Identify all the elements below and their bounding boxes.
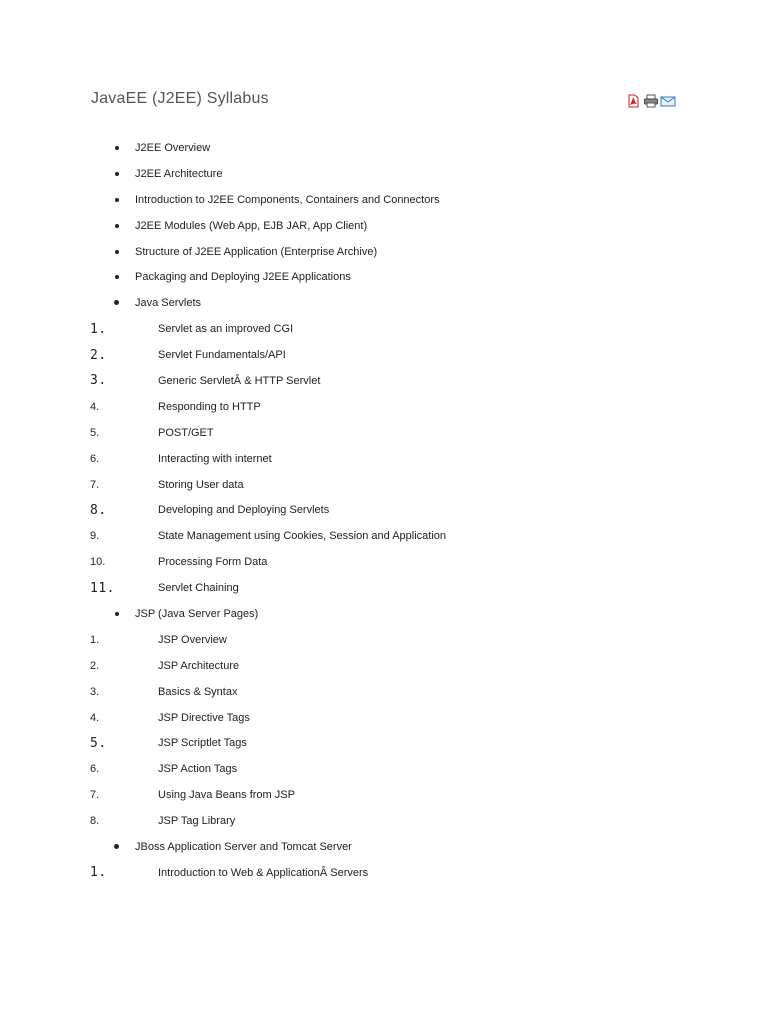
item-text: Packaging and Deploying J2EE Applications xyxy=(135,271,351,284)
numbered-item xyxy=(0,420,768,446)
item-number: 1. xyxy=(90,865,107,881)
item-text: Interacting with internet xyxy=(158,452,272,465)
numbered-item xyxy=(0,653,768,679)
item-number: 11. xyxy=(90,580,115,596)
bullet-dot xyxy=(114,844,119,849)
email-icon[interactable] xyxy=(660,94,674,108)
numbered-item xyxy=(0,627,768,653)
item-number: 5. xyxy=(90,426,100,439)
item-text: J2EE Modules (Web App, EJB JAR, App Client) xyxy=(135,219,368,232)
numbered-item xyxy=(0,523,768,549)
bullet-dot xyxy=(115,224,119,228)
item-text: Basics & Syntax xyxy=(158,685,238,698)
bullet-dot xyxy=(115,275,119,279)
item-number: 9. xyxy=(90,530,100,543)
item-text: J2EE Overview xyxy=(135,141,211,154)
pdf-icon[interactable] xyxy=(626,94,640,108)
item-number: 5. xyxy=(90,735,107,751)
item-text: JSP Action Tags xyxy=(158,763,238,776)
bullet-item xyxy=(0,834,768,860)
item-number: 7. xyxy=(90,789,100,802)
bullet-dot xyxy=(115,612,119,616)
item-text: JSP Overview xyxy=(158,633,227,646)
item-text: JSP Scriptlet Tags xyxy=(158,737,247,750)
numbered-item xyxy=(0,808,768,834)
item-number: 3. xyxy=(90,685,100,698)
item-text: JSP Tag Library xyxy=(158,815,236,828)
numbered-item xyxy=(0,472,768,498)
bullet-item xyxy=(0,187,768,213)
item-number: 4. xyxy=(90,711,100,724)
item-number: 6. xyxy=(90,763,100,776)
numbered-item xyxy=(0,679,768,705)
item-number: 8. xyxy=(90,815,100,828)
bullet-dot xyxy=(115,250,119,254)
bullet-item xyxy=(0,264,768,290)
bullet-item xyxy=(0,161,768,187)
numbered-item xyxy=(0,575,768,601)
item-text: Generic ServletÂ & HTTP Servlet xyxy=(158,374,321,387)
numbered-item xyxy=(0,756,768,782)
bullet-dot xyxy=(115,146,119,150)
numbered-item xyxy=(0,730,768,756)
item-text: Servlet Chaining xyxy=(158,582,239,595)
numbered-item xyxy=(0,860,768,886)
numbered-item xyxy=(0,368,768,394)
item-number: 10. xyxy=(90,556,106,569)
item-text: JSP Directive Tags xyxy=(158,711,250,724)
syllabus-list xyxy=(0,135,768,886)
item-text: Introduction to Web & ApplicationÂ Servers xyxy=(158,866,369,879)
item-text: Servlet as an improved CGI xyxy=(158,323,294,336)
bullet-dot xyxy=(115,172,119,176)
page-title: JavaEE (J2EE) Syllabus xyxy=(91,90,269,107)
numbered-item xyxy=(0,316,768,342)
item-number: 1. xyxy=(90,321,107,337)
item-text: Processing Form Data xyxy=(158,556,268,569)
numbered-item xyxy=(0,394,768,420)
item-number: 1. xyxy=(90,633,100,646)
item-text: JBoss Application Server and Tomcat Server xyxy=(135,840,352,853)
numbered-item xyxy=(0,342,768,368)
item-number: 2. xyxy=(90,347,107,363)
numbered-item xyxy=(0,497,768,523)
item-number: 6. xyxy=(90,452,100,465)
item-text: Storing User data xyxy=(158,478,244,491)
numbered-item xyxy=(0,705,768,731)
item-text: Introduction to J2EE Components, Containers and Connectors xyxy=(135,193,440,206)
bullet-item xyxy=(0,213,768,239)
item-number: 7. xyxy=(90,478,100,491)
item-number: 2. xyxy=(90,659,100,672)
item-text: Servlet Fundamentals/API xyxy=(158,349,286,362)
item-number: 4. xyxy=(90,400,100,413)
numbered-item xyxy=(0,549,768,575)
item-text: J2EE Architecture xyxy=(135,167,223,180)
numbered-item xyxy=(0,782,768,808)
item-number: 3. xyxy=(90,373,107,389)
item-text: State Management using Cookies, Session and Application xyxy=(158,530,447,543)
item-text: Java Servlets xyxy=(135,297,202,310)
item-text: JSP (Java Server Pages) xyxy=(135,607,259,620)
item-number: 8. xyxy=(90,502,107,518)
bullet-item xyxy=(0,601,768,627)
item-text: POST/GET xyxy=(158,426,214,439)
bullet-item xyxy=(0,135,768,161)
numbered-item xyxy=(0,446,768,472)
item-text: JSP Architecture xyxy=(158,659,240,672)
bullet-dot xyxy=(114,300,119,305)
item-text: Developing and Deploying Servlets xyxy=(158,504,330,517)
action-icons xyxy=(626,94,674,108)
print-icon[interactable] xyxy=(643,94,657,108)
item-text: Responding to HTTP xyxy=(158,400,261,413)
item-text: Using Java Beans from JSP xyxy=(158,789,295,802)
bullet-item xyxy=(0,239,768,265)
item-text: Structure of J2EE Application (Enterprise Archive) xyxy=(135,245,378,258)
bullet-dot xyxy=(115,198,119,202)
bullet-item xyxy=(0,290,768,316)
